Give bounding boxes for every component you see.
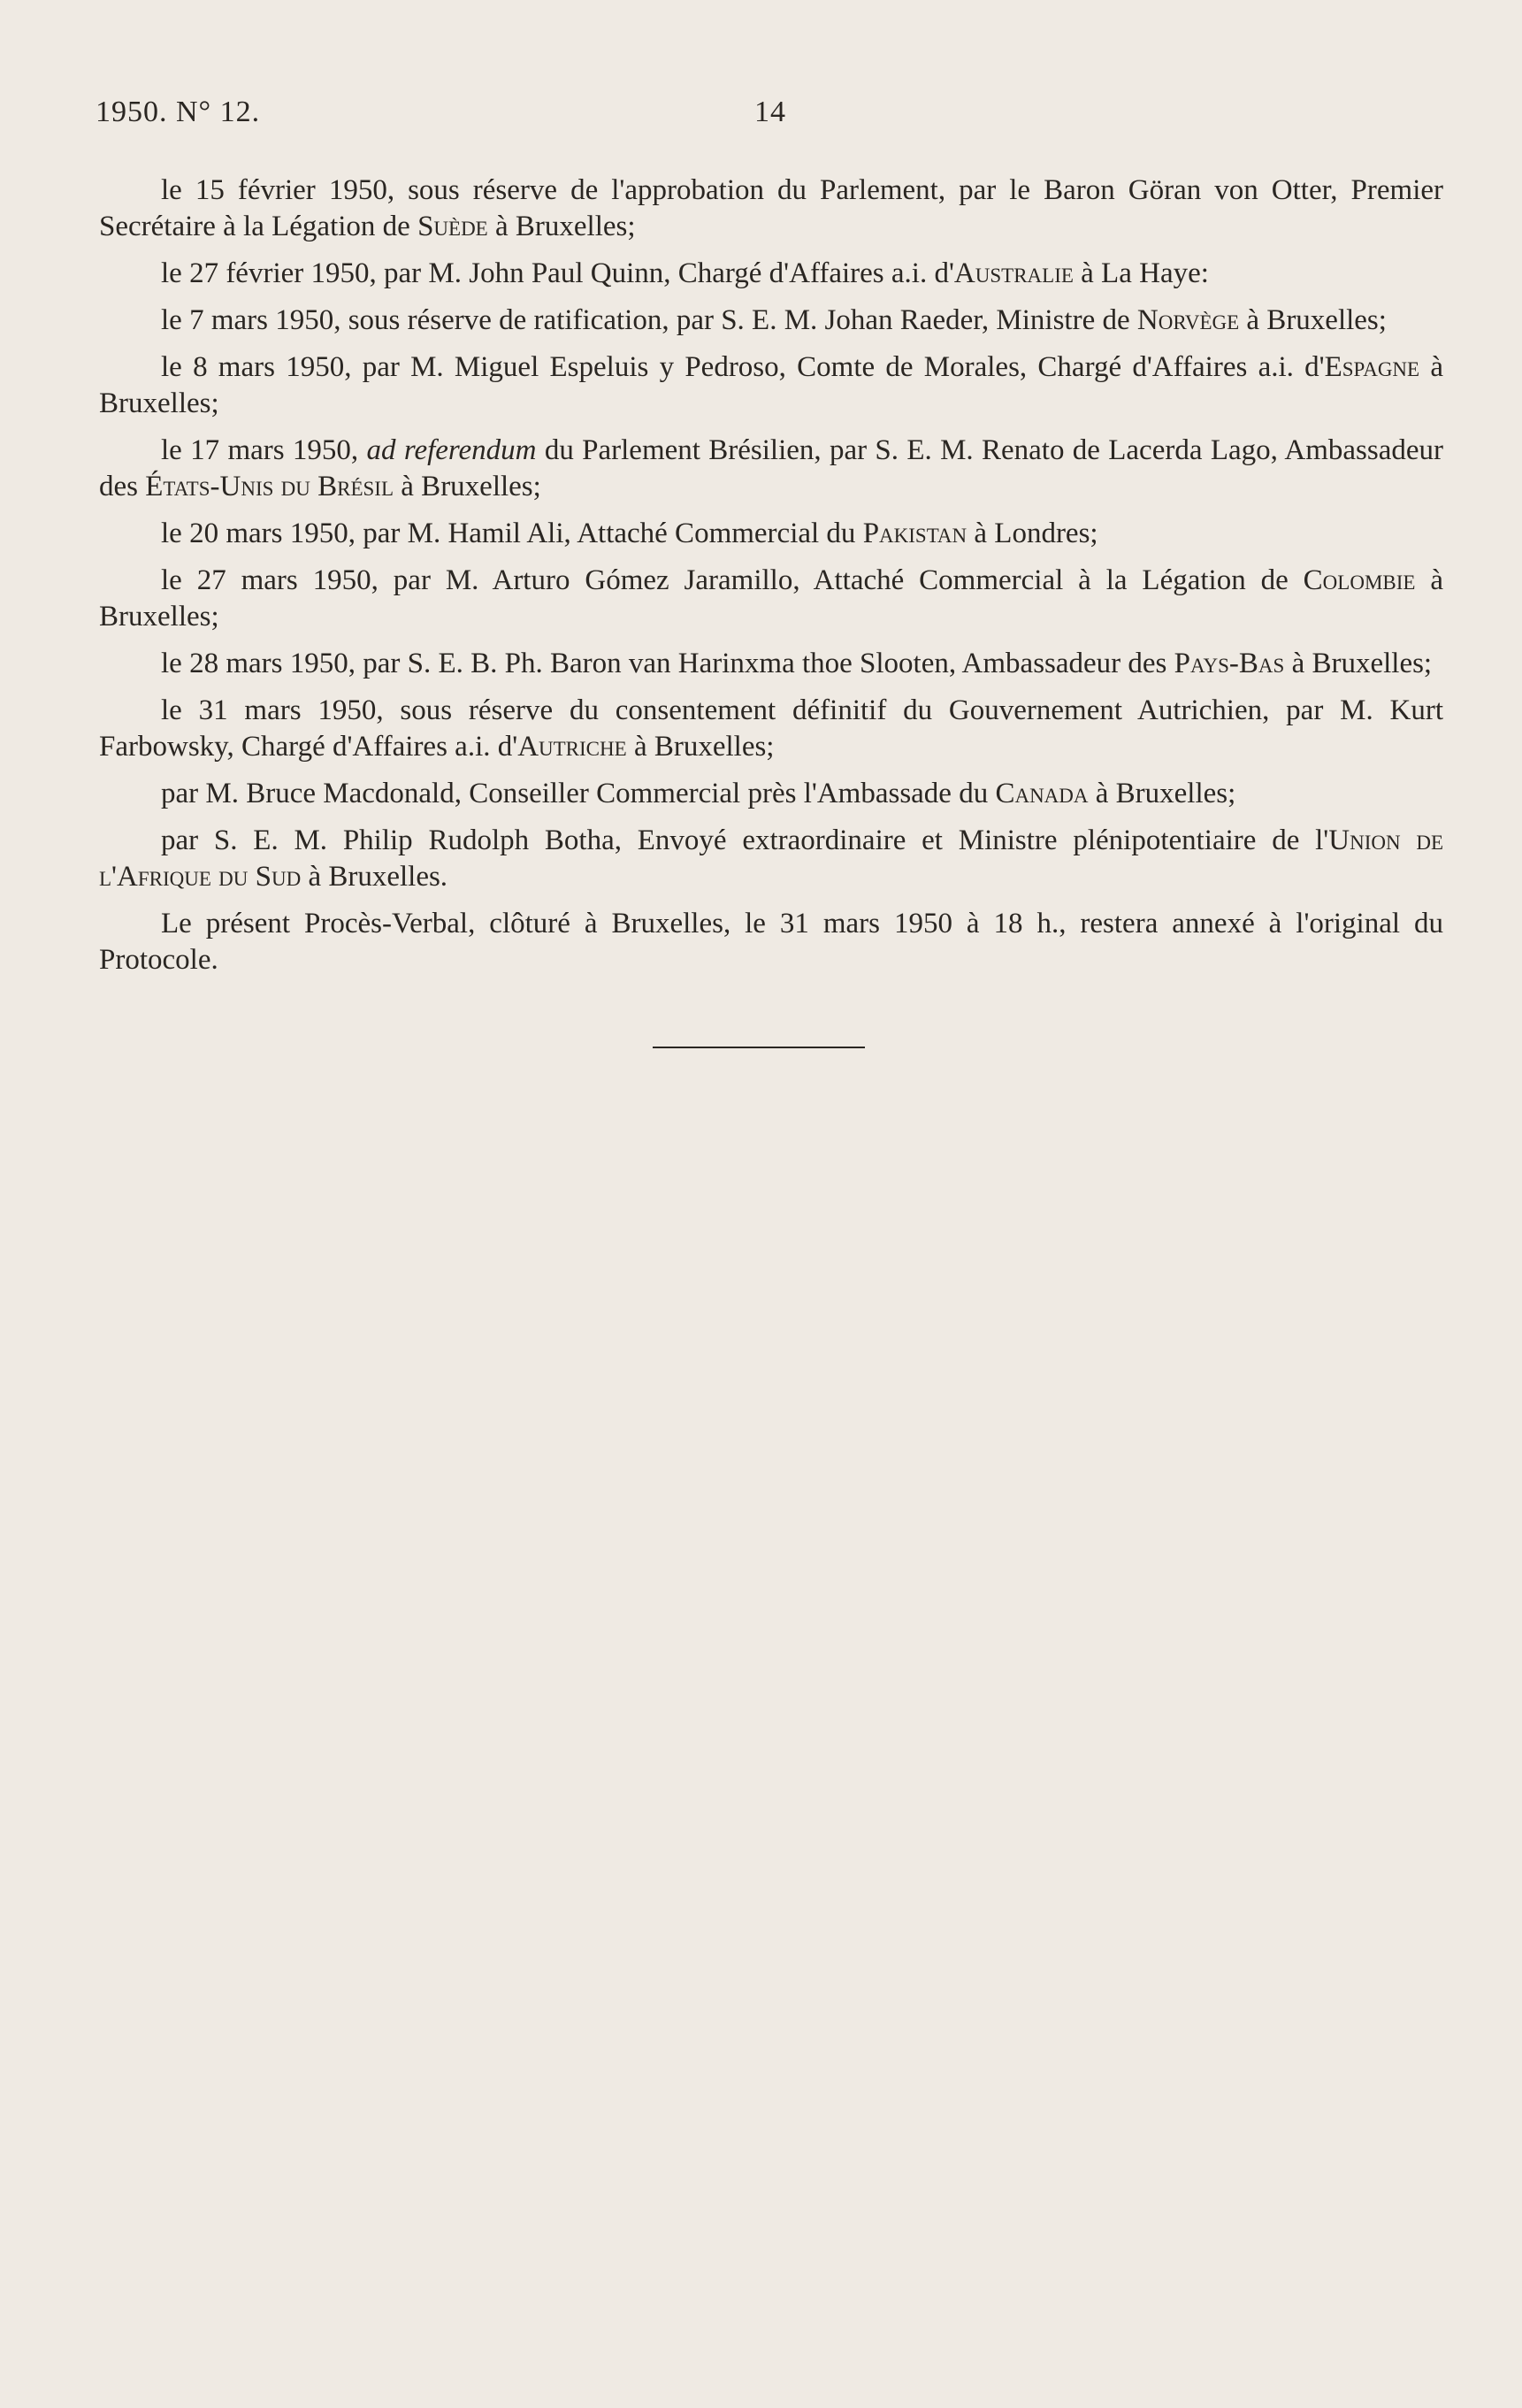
signature-entry: par M. Bruce Macdonald, Conseiller Commercial près l'Ambassade du Canada à Bruxelles; <box>161 778 1236 809</box>
country-name: Australie <box>953 257 1074 289</box>
closing-paragraph: Le présent Procès-Verbal, clôturé à Bruxelles, le 31 mars 1950 à 18 h., restera annexé à l'original du Protocole. <box>99 908 1443 976</box>
section-divider <box>653 1047 865 1048</box>
signature-entry: le 28 mars 1950, par S. E. B. Ph. Baron van Harinxma thoe Slooten, Ambassadeur des Pays-Bas à Bruxelles; <box>161 648 1433 679</box>
body-text <box>99 173 1443 989</box>
signature-entry: le 7 mars 1950, sous réserve de ratification, par S. E. M. Johan Raeder, Ministre de Norvège à Bruxelles; <box>161 304 1387 336</box>
signature-entry: le 15 février 1950, sous réserve de l'approbation du Parlement, par le Baron Göran von Otter, Premier Secrétaire à la Légation de Suède à Bruxelles; <box>99 174 1443 242</box>
country-name: Pays-Bas <box>1174 648 1285 679</box>
country-name: Espagne <box>1324 351 1420 383</box>
italic-phrase: ad referendum <box>366 434 537 466</box>
country-name: Union de l'Afrique du Sud <box>99 824 1444 893</box>
signature-entry: le 31 mars 1950, sous réserve du consentement définitif du Gouvernement Autrichien, par M. Kurt Farbowsky, Chargé d'Affaires a.i. d'Autriche à Bruxelles; <box>99 694 1443 763</box>
signature-entry: le 27 mars 1950, par M. Arturo Gómez Jaramillo, Attaché Commercial à la Légation de Colombie à Bruxelles; <box>99 564 1443 633</box>
signature-entry: le 8 mars 1950, par M. Miguel Espeluis y Pedroso, Comte de Morales, Chargé d'Affaires a.i. d'Espagne à Bruxelles; <box>99 351 1443 419</box>
country-name: Autriche <box>517 731 627 763</box>
treaty-reference: 1950. N° 12. <box>96 96 261 128</box>
page-number: 14 <box>754 96 786 128</box>
country-name: États-Unis du Brésil <box>145 471 394 502</box>
signature-entry: le 17 mars 1950, ad referendum du Parlement Brésilien, par S. E. M. Renato de Lacerda Lago, Ambassadeur des États-Unis du Brésil à Bruxelles; <box>99 434 1443 502</box>
country-name: Canada <box>995 778 1089 809</box>
country-name: Norvège <box>1136 304 1240 336</box>
signature-entry: le 27 février 1950, par M. John Paul Quinn, Chargé d'Affaires a.i. d'Australie à La Haye: <box>161 257 1209 289</box>
country-name: Pakistan <box>862 518 968 549</box>
country-name: Suède <box>417 211 488 242</box>
country-name: Colombie <box>1303 564 1416 596</box>
signature-entry: le 20 mars 1950, par M. Hamil Ali, Attaché Commercial du Pakistan à Londres; <box>161 518 1098 549</box>
signature-entry: par S. E. M. Philip Rudolph Botha, Envoyé extraordinaire et Ministre plénipotentiaire de l'Union de l'Afrique du Sud à Bruxelles. <box>99 824 1444 893</box>
